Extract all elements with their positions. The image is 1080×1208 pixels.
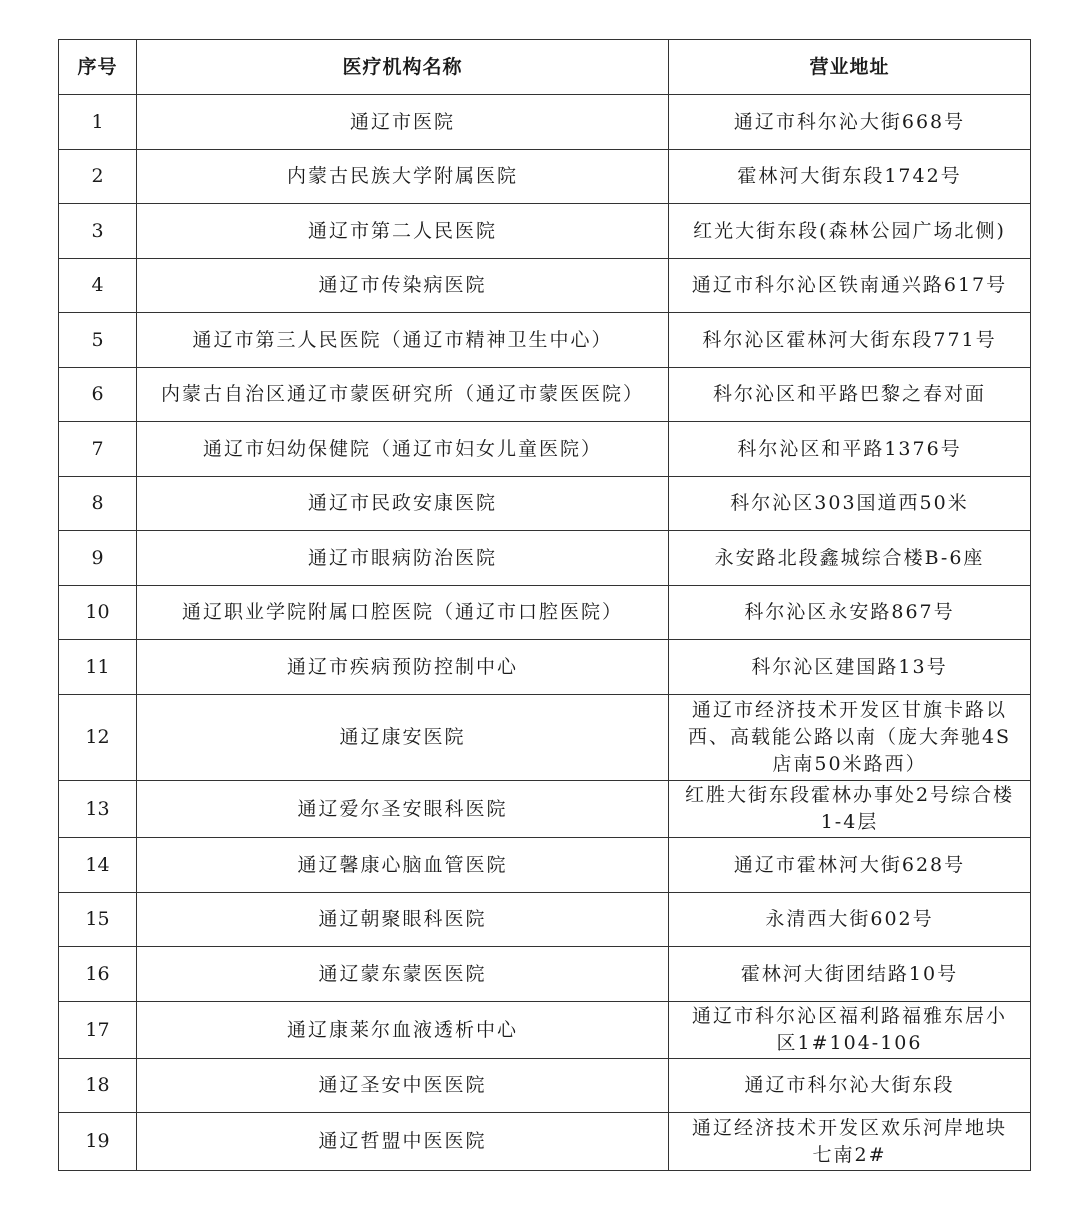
row-seq: 10 — [59, 586, 137, 640]
row-seq: 17 — [59, 1002, 137, 1059]
row-seq: 11 — [59, 640, 137, 695]
table-row — [59, 1113, 1031, 1171]
row-name: 通辽市眼病防治医院 — [137, 531, 669, 586]
row-address: 通辽市经济技术开发区甘旗卡路以西、高载能公路以南（庞大奔驰4S店南50米路西） — [669, 695, 1031, 781]
row-seq: 3 — [59, 204, 137, 259]
row-name: 通辽爱尔圣安眼科医院 — [137, 781, 669, 838]
row-name: 通辽圣安中医医院 — [137, 1059, 669, 1113]
table-row — [59, 150, 1031, 204]
row-name: 内蒙古民族大学附属医院 — [137, 150, 669, 204]
table-row — [59, 422, 1031, 477]
table-row — [59, 781, 1031, 838]
row-seq: 9 — [59, 531, 137, 586]
row-address: 通辽市科尔沁区铁南通兴路617号 — [669, 259, 1031, 313]
row-address: 红胜大街东段霍林办事处2号综合楼1-4层 — [669, 781, 1031, 838]
row-address: 科尔沁区建国路13号 — [669, 640, 1031, 695]
table-row — [59, 259, 1031, 313]
table-row — [59, 838, 1031, 893]
row-seq: 15 — [59, 893, 137, 947]
row-address: 科尔沁区和平路1376号 — [669, 422, 1031, 477]
row-name: 通辽市疾病预防控制中心 — [137, 640, 669, 695]
row-name: 通辽市医院 — [137, 95, 669, 150]
header-name: 医疗机构名称 — [137, 40, 669, 95]
row-address: 霍林河大街东段1742号 — [669, 150, 1031, 204]
row-seq: 1 — [59, 95, 137, 150]
row-seq: 18 — [59, 1059, 137, 1113]
row-name: 通辽市第三人民医院（通辽市精神卫生中心） — [137, 313, 669, 368]
table-row — [59, 368, 1031, 422]
row-name: 通辽职业学院附属口腔医院（通辽市口腔医院） — [137, 586, 669, 640]
row-address: 通辽市霍林河大街628号 — [669, 838, 1031, 893]
row-address: 科尔沁区霍林河大街东段771号 — [669, 313, 1031, 368]
row-seq: 6 — [59, 368, 137, 422]
row-seq: 16 — [59, 947, 137, 1002]
row-name: 通辽康莱尔血液透析中心 — [137, 1002, 669, 1059]
row-seq: 5 — [59, 313, 137, 368]
table-row — [59, 695, 1031, 781]
table-row — [59, 313, 1031, 368]
table-row — [59, 95, 1031, 150]
row-name: 通辽市民政安康医院 — [137, 477, 669, 531]
row-address: 通辽经济技术开发区欢乐河岸地块七南2# — [669, 1113, 1031, 1171]
table-row — [59, 531, 1031, 586]
row-seq: 7 — [59, 422, 137, 477]
row-name: 通辽市第二人民医院 — [137, 204, 669, 259]
row-seq: 2 — [59, 150, 137, 204]
row-address: 科尔沁区303国道西50米 — [669, 477, 1031, 531]
row-name: 通辽哲盟中医医院 — [137, 1113, 669, 1171]
header-seq: 序号 — [59, 40, 137, 95]
row-address: 永清西大街602号 — [669, 893, 1031, 947]
table-header-row — [59, 40, 1031, 95]
row-name: 通辽朝聚眼科医院 — [137, 893, 669, 947]
table-row — [59, 893, 1031, 947]
medical-institution-table — [58, 39, 1031, 1171]
row-address: 霍林河大街团结路10号 — [669, 947, 1031, 1002]
row-address: 通辽市科尔沁大街668号 — [669, 95, 1031, 150]
table-row — [59, 947, 1031, 1002]
table-row — [59, 640, 1031, 695]
table-row — [59, 204, 1031, 259]
row-seq: 8 — [59, 477, 137, 531]
row-name: 通辽蒙东蒙医医院 — [137, 947, 669, 1002]
row-address: 通辽市科尔沁大街东段 — [669, 1059, 1031, 1113]
table-row — [59, 1059, 1031, 1113]
row-address: 红光大街东段(森林公园广场北侧) — [669, 204, 1031, 259]
row-name: 通辽市妇幼保健院（通辽市妇女儿童医院） — [137, 422, 669, 477]
row-name: 通辽市传染病医院 — [137, 259, 669, 313]
header-address: 营业地址 — [669, 40, 1031, 95]
table-row — [59, 1002, 1031, 1059]
row-name: 通辽康安医院 — [137, 695, 669, 781]
table-row — [59, 477, 1031, 531]
row-address: 科尔沁区永安路867号 — [669, 586, 1031, 640]
row-address: 永安路北段鑫城综合楼B-6座 — [669, 531, 1031, 586]
row-address: 科尔沁区和平路巴黎之春对面 — [669, 368, 1031, 422]
row-seq: 19 — [59, 1113, 137, 1171]
row-seq: 4 — [59, 259, 137, 313]
row-name: 通辽馨康心脑血管医院 — [137, 838, 669, 893]
row-seq: 12 — [59, 695, 137, 781]
row-seq: 14 — [59, 838, 137, 893]
row-name: 内蒙古自治区通辽市蒙医研究所（通辽市蒙医医院） — [137, 368, 669, 422]
row-address: 通辽市科尔沁区福利路福雅东居小区1#104-106 — [669, 1002, 1031, 1059]
row-seq: 13 — [59, 781, 137, 838]
table-row — [59, 586, 1031, 640]
